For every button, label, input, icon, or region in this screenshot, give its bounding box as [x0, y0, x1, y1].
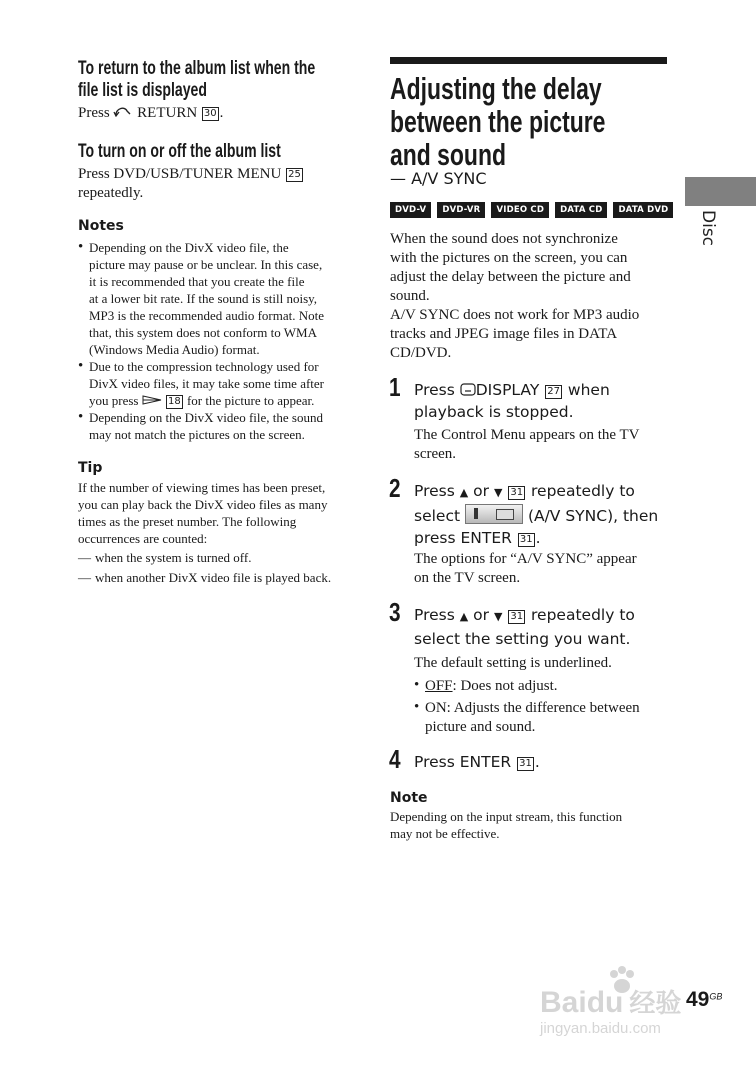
step-1-text: Press DISPLAY 27 when playback is stopped.	[414, 381, 610, 421]
section-subtitle: — A/V SYNC	[390, 169, 487, 188]
step-3-options	[414, 677, 676, 737]
album-list-instruction: Press DVD/USB/TUNER MENU 25 repeatedly.	[78, 166, 301, 201]
option-on: • ON: Adjusts the difference between picture and sound.	[414, 699, 676, 737]
up-arrow-icon: ▲	[459, 486, 469, 499]
button-number: 18	[167, 396, 181, 407]
note-item: • Depending on the DivX video file, the picture may pause or be unclear. In this case, it is recommended that you create the file at a lower bit rate. If the sound is still noisy, MP3 is the recommended audio format. Note that, this system does not conform to WMA (Windows Media Audio) format.	[78, 239, 368, 358]
button-number: 31	[510, 487, 524, 498]
note-item: • Due to the compression technology used for DivX video files, it may take some time after you press 18 for the picture to appear.	[78, 358, 368, 409]
button-number: 31	[510, 611, 524, 622]
badge-dvd-vr: DVD-VR	[437, 202, 485, 218]
up-arrow-icon: ▲	[459, 610, 469, 623]
notes-heading: Notes	[78, 218, 124, 234]
note-text: Depending on the input stream, this function may not be effective.	[390, 809, 623, 841]
watermark-url: jingyan.baidu.com	[540, 1020, 661, 1037]
disc-type-badges	[390, 199, 679, 218]
side-tab-bar	[685, 177, 756, 206]
tip-text: If the number of viewing times has been preset, you can play back the DivX video files as many times as the preset number. The following occurrences are counted:	[78, 480, 328, 546]
page-number: $49^{GB}$	[686, 988, 723, 1011]
step-2-text: Press ▲ or ▼ 31 repeatedly to select (A/V SYNC), then press ENTER 31 .	[414, 482, 659, 547]
note-item: • Depending on the DivX video file, the sound may not match the pictures on the screen.	[78, 409, 368, 443]
step-3-description: The default setting is underlined.	[414, 655, 612, 671]
step-2-description: The options for “A/V SYNC” appear on the TV screen.	[414, 551, 637, 586]
badge-dvd-v: DVD-V	[390, 202, 431, 218]
down-arrow-icon: ▼	[493, 610, 503, 623]
step-1-description: The Control Menu appears on the TV screen.	[414, 427, 640, 462]
badge-data-dvd: DATA DVD	[613, 202, 673, 218]
display-button-icon	[460, 383, 476, 396]
step-3-text: Press ▲ or ▼ 31 repeatedly to select the setting you want.	[414, 606, 635, 648]
tip-heading: Tip	[78, 460, 103, 476]
section-title: Adjusting the delay between the picture and sound	[390, 71, 606, 172]
intro-paragraph: When the sound does not synchronize with the pictures on the screen, you can adjust the delay between the picture and sound. A/V SYNC does not work for MP3 audio tracks and JPEG image files in DATA CD/DVD.	[390, 231, 640, 361]
button-number: 27	[547, 386, 560, 397]
tip-dash-list	[78, 548, 331, 587]
return-instruction: Press RETURN 30 .	[78, 105, 224, 121]
return-heading: To return to the album list when the file list is displayed	[78, 58, 316, 101]
step-3-number: 3	[389, 597, 401, 627]
album-list-heading: To turn on or off the album list	[78, 141, 281, 162]
watermark-brand: Baidu 经验	[540, 986, 682, 1019]
section-rule	[390, 57, 667, 64]
badge-video-cd: VIDEO CD	[491, 202, 549, 218]
note-heading: Note	[390, 790, 428, 806]
notes-list	[78, 239, 368, 443]
side-tab-label: Disc	[698, 210, 718, 247]
tip-dash-item: — when the system is turned off.	[78, 550, 252, 565]
button-number: 31	[519, 534, 533, 545]
option-off: • OFF: Does not adjust.	[414, 677, 676, 696]
button-number: 31	[519, 758, 532, 769]
badge-data-cd: DATA CD	[555, 202, 607, 218]
step-4-number: 4	[389, 744, 401, 774]
down-arrow-icon: ▼	[493, 486, 503, 499]
play-icon	[142, 395, 162, 405]
step-2-number: 2	[389, 473, 401, 503]
button-number: 25	[288, 169, 301, 180]
step-1-number: 1	[389, 372, 401, 402]
tip-dash-item: — when another DivX video file is played back.	[78, 569, 332, 585]
button-number: 30	[203, 108, 217, 119]
watermark	[540, 965, 705, 1045]
av-sync-menu-icon	[465, 504, 523, 524]
return-arrow-icon	[113, 105, 133, 117]
step-4-text: Press ENTER 31 .	[414, 753, 540, 771]
